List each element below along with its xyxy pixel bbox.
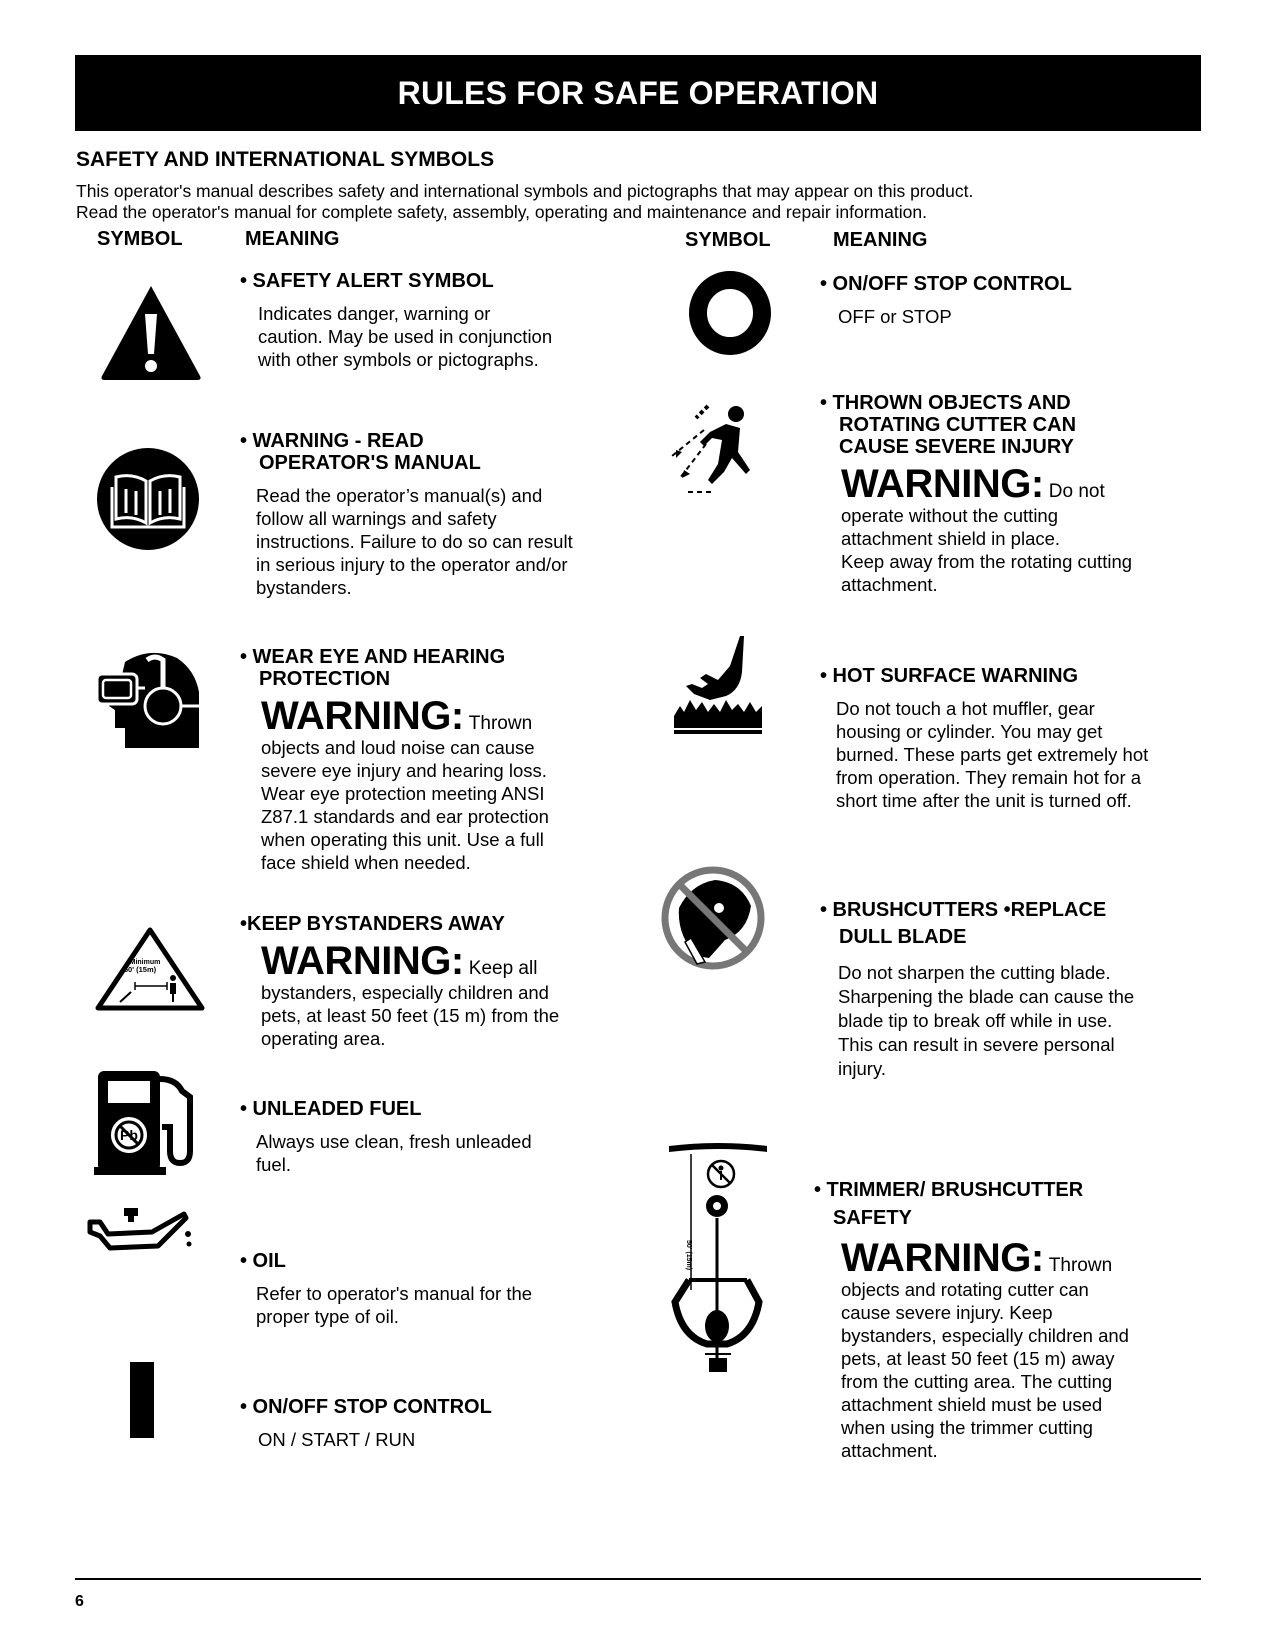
meaning-column-header: MEANING (833, 229, 928, 251)
warning-label: WARNING: (841, 462, 1044, 506)
entry-desc-line: severe eye injury and hearing loss. (261, 760, 547, 781)
entry-desc-line: injury. (838, 1058, 886, 1079)
entry-desc-line: housing or cylinder. You may get (836, 721, 1103, 742)
entry-desc-line: attachment. (841, 1440, 938, 1461)
entry-desc-line: OFF or STOP (838, 306, 952, 327)
lead-symbol-label: Pb (120, 1127, 138, 1143)
entry-desc-line: cause severe injury. Keep (841, 1302, 1053, 1323)
operator-manual-book-icon (96, 447, 200, 551)
hot-surface-icon (672, 634, 764, 738)
entry-heading: • UNLEADED FUEL (240, 1098, 422, 1120)
intro-line: Read the operator's manual for complete safety, assembly, operating and maintenance and repair information. (76, 202, 927, 222)
entry-desc-line: pets, at least 50 feet (15 m) from the (261, 1005, 560, 1026)
page-banner (75, 55, 1201, 131)
warning-label: WARNING: (261, 939, 464, 983)
entry-desc-line: bystanders, especially children and (261, 982, 549, 1003)
entry-desc-line: in serious injury to the operator and/or (256, 554, 568, 575)
warning-first-word: Do not (1048, 481, 1105, 502)
warning-label: WARNING: (261, 694, 464, 738)
entry-desc-line: burned. These parts get extremely hot (836, 744, 1149, 765)
entry-hot-surface (820, 665, 1148, 812)
symbol-column-header: SYMBOL (97, 228, 183, 250)
entry-desc-line: Sharpening the blade can cause the (838, 986, 1135, 1007)
sign-minimum-label: Minimum (129, 959, 161, 966)
entry-desc-line: attachment shield must be used (841, 1394, 1103, 1415)
entry-safety-alert (240, 270, 552, 371)
page-number: 6 (75, 1593, 84, 1610)
entry-eye-hearing (240, 646, 549, 874)
thrown-objects-icon (666, 400, 766, 504)
entry-heading: OPERATOR'S MANUAL (259, 452, 481, 474)
entry-desc-line: caution. May be used in conjunction (258, 326, 553, 347)
entry-desc-line: short time after the unit is turned off. (836, 790, 1132, 811)
entry-desc-line: attachment shield in place. (841, 528, 1061, 549)
on-bar-icon (130, 1362, 154, 1438)
entry-oil (240, 1250, 532, 1328)
entry-heading: • ON/OFF STOP CONTROL (820, 273, 1072, 295)
entry-desc-line: Keep away from the rotating cutting (841, 551, 1133, 572)
symbol-column-header: SYMBOL (685, 229, 771, 251)
intro-text (76, 181, 1206, 223)
trimmer-distance-label: 50' (15m) (685, 1240, 692, 1271)
entry-desc-line: operating area. (261, 1028, 386, 1049)
meaning-column-header: MEANING (245, 228, 340, 250)
banner-title: RULES FOR SAFE OPERATION (397, 74, 879, 111)
entry-bystanders (240, 913, 559, 1050)
entry-desc-line: when using the trimmer cutting (841, 1417, 1093, 1438)
warning-first-word: Keep all (468, 958, 538, 979)
entry-desc-line: Wear eye protection meeting ANSI (261, 783, 545, 804)
entry-heading: • THROWN OBJECTS AND (820, 392, 1071, 414)
entry-heading: ROTATING CUTTER CAN (839, 414, 1077, 436)
entry-desc-line: Refer to operator's manual for the (256, 1283, 533, 1304)
entry-desc-line: when operating this unit. Use a full (261, 829, 544, 850)
entry-off-control (820, 273, 1072, 328)
oil-can-icon (86, 1202, 198, 1272)
warning-label: WARNING: (841, 1236, 1044, 1280)
section-title: SAFETY AND INTERNATIONAL SYMBOLS (76, 148, 495, 171)
replace-dull-blade-icon (661, 866, 765, 970)
fuel-pump-icon (92, 1067, 202, 1177)
entry-desc-line: ON / START / RUN (258, 1429, 416, 1450)
entry-desc-line: from the cutting area. The cutting (841, 1371, 1113, 1392)
entry-desc-line: with other symbols or pictographs. (258, 349, 539, 370)
off-circle-icon (688, 270, 772, 356)
entry-heading: • OIL (240, 1250, 286, 1272)
entry-desc-line: proper type of oil. (256, 1306, 399, 1327)
entry-heading: • WARNING - READ (240, 430, 424, 452)
entry-desc-line: objects and loud noise can cause (261, 737, 535, 758)
entry-desc-line: operate without the cutting (841, 505, 1059, 526)
entry-replace-blade (820, 897, 1134, 1081)
entry-desc-line: face shield when needed. (261, 852, 471, 873)
entry-thrown-objects (820, 392, 1132, 596)
sign-distance-label: 50' (15m) (123, 965, 157, 974)
entry-on-control (240, 1396, 492, 1451)
entry-heading: DULL BLADE (839, 926, 967, 948)
eye-ear-protection-icon (95, 648, 205, 758)
entry-heading: • HOT SURFACE WARNING (820, 665, 1079, 687)
trimmer-safety-icon (665, 1140, 771, 1390)
entry-desc-line: Do not sharpen the cutting blade. (838, 962, 1111, 983)
footer-divider (75, 1578, 1201, 1580)
intro-line: This operator's manual describes safety and international symbols and pictographs that may appear on this product. (76, 181, 974, 201)
entry-heading: • WEAR EYE AND HEARING (240, 646, 506, 668)
entry-desc-line: pets, at least 50 feet (15 m) away (841, 1348, 1115, 1369)
entry-heading: •KEEP BYSTANDERS AWAY (240, 913, 505, 935)
entry-desc-line: follow all warnings and safety (256, 508, 497, 529)
warning-first-word: Thrown (468, 713, 533, 734)
entry-desc-line: This can result in severe personal (838, 1034, 1115, 1055)
entry-heading: SAFETY (833, 1207, 912, 1229)
entry-desc-line: bystanders, especially children and (841, 1325, 1129, 1346)
entry-desc-line: Read the operator’s manual(s) and (256, 485, 543, 506)
entry-desc-line: instructions. Failure to do so can result (256, 531, 573, 552)
entry-heading: • SAFETY ALERT SYMBOL (240, 270, 494, 292)
entry-unleaded-fuel (240, 1098, 532, 1176)
entry-heading: PROTECTION (259, 668, 391, 690)
entry-desc-line: Indicates danger, warning or (258, 303, 491, 324)
entry-desc-line: Do not touch a hot muffler, gear (836, 698, 1095, 719)
bystanders-away-icon (95, 926, 205, 1012)
entry-desc-line: from operation. They remain hot for a (836, 767, 1142, 788)
entry-read-manual (240, 430, 573, 599)
entry-desc-line: Always use clean, fresh unleaded (256, 1131, 532, 1152)
entry-heading: • BRUSHCUTTERS •REPLACE (820, 899, 1107, 921)
entry-heading: CAUSE SEVERE INJURY (839, 436, 1074, 458)
entry-desc-line: fuel. (256, 1154, 291, 1175)
entry-desc-line: attachment. (841, 574, 938, 595)
safety-alert-triangle-icon (96, 280, 206, 384)
entry-desc-line: Z87.1 standards and ear protection (261, 806, 549, 827)
entry-desc-line: bystanders. (256, 577, 352, 598)
entry-heading: • ON/OFF STOP CONTROL (240, 1396, 492, 1418)
entry-desc-line: objects and rotating cutter can (841, 1279, 1089, 1300)
entry-trimmer-safety (814, 1176, 1129, 1462)
entry-heading: • TRIMMER/ BRUSHCUTTER (814, 1179, 1084, 1201)
entry-desc-line: blade tip to break off while in use. (838, 1010, 1113, 1031)
warning-first-word: Thrown (1048, 1255, 1113, 1276)
